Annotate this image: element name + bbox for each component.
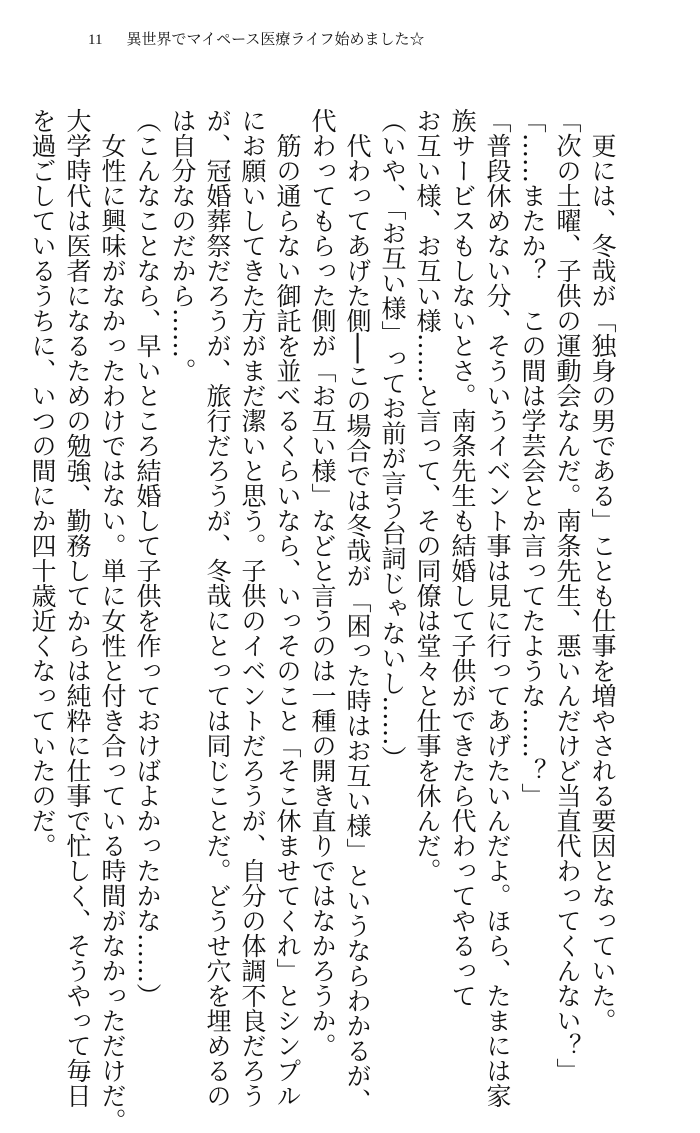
paragraph-15: 女性に興味がなかったわけではない。単に女性と付き合っている時間がなかっただけだ。 xyxy=(98,108,127,1133)
paragraph-4: 「普段休めない分、そういうイベント事は見に行ってあげたいんだよ。ほら、たまには家 xyxy=(483,108,512,1108)
paragraph-12: が、冠婚葬祭だろうが、旅行だろうが、冬哉にとっては同じことだ。どうせ穴を埋めるの xyxy=(203,108,232,1108)
paragraph-6: お互い様、お互い様……と言って、その同僚は堂々と仕事を休んだ。 xyxy=(413,108,442,883)
paragraph-2: 「次の土曜、子供の運動会なんだ。南条先生、悪いんだけど当直代わってくんない？」 xyxy=(553,108,582,1083)
paragraph-3: 「……またか？ この間は学芸会とか言ってたような……？」 xyxy=(518,108,547,808)
paragraph-17: を過ごしているうちに、いつの間にか四十歳近くなっていたのだ。 xyxy=(28,108,57,858)
paragraph-9: 代わってもらった側が「お互い様」などと言うのは一種の開き直りではなかろうか。 xyxy=(308,108,337,1058)
paragraph-13: は自分なのだから……。 xyxy=(168,108,197,383)
page-number: 11 xyxy=(88,32,103,48)
paragraph-8: 代わってあげた側──この場合では冬哉が「困った時はお互い様」というならわかるが、 xyxy=(343,108,372,1114)
book-title: 異世界でマイペース医療ライフ始めました☆ xyxy=(126,30,425,48)
body-text xyxy=(28,108,620,1133)
paragraph-1: 更には、冬哉が「独身の男である」ことも仕事を増やされる要因となっていた。 xyxy=(588,108,617,1033)
paragraph-10: 筋の通らない御託を並べるくらいなら、いっそのこと「そこ休ませてくれ」とシンプル xyxy=(273,108,302,1108)
paragraph-14: （こんなことなら、早いところ結婚して子供を作っておけばよかったかな……） xyxy=(133,108,162,1008)
paragraph-5: 族サービスもしないとさ。南条先生も結婚して子供ができたら代わってやるって xyxy=(448,108,477,1008)
running-header xyxy=(88,28,425,54)
paragraph-11: にお願いしてきた方がまだ潔いと思う。子供のイベントだろうが、自分の体調不良だろう xyxy=(238,108,267,1108)
paragraph-16: 大学時代は医者になるための勉強、勤務してからは純粋に仕事で忙しく、そうやって毎日 xyxy=(63,108,92,1108)
paragraph-7: （いや、「お互い様」ってお前が言う台詞じゃないし……） xyxy=(378,108,407,771)
